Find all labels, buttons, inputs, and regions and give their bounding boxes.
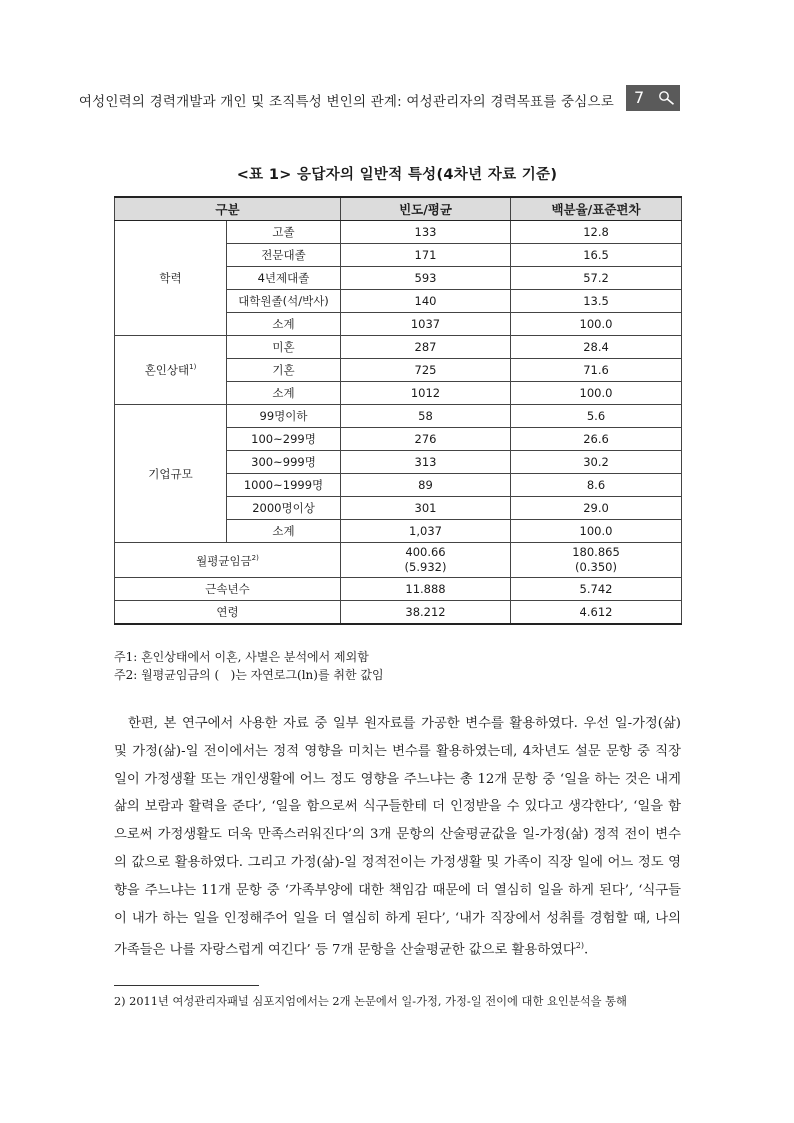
table-row — [115, 405, 682, 428]
row-label-wage: 월평균임금$^{2)}$ — [115, 543, 341, 578]
cell-tenure-sd: 5.742 — [511, 578, 682, 601]
cell-percent: 100.0 — [511, 520, 682, 543]
footnote-ref[interactable]: 2) — [575, 941, 584, 951]
table-row — [115, 336, 682, 359]
cell-frequency: 1012 — [341, 382, 511, 405]
table-notes — [114, 648, 384, 684]
header-frequency: 빈도/평균 — [341, 197, 511, 221]
row-label-tenure: 근속년수 — [115, 578, 341, 601]
footnote-divider — [114, 985, 259, 986]
page-number-tab — [626, 85, 680, 111]
table-header-row — [115, 197, 682, 221]
cell-percent: 30.2 — [511, 451, 682, 474]
table-row — [115, 601, 682, 625]
cell-frequency: 276 — [341, 428, 511, 451]
cell-wage-sd: 180.865 (0.350) — [511, 543, 682, 578]
cell-frequency: 58 — [341, 405, 511, 428]
header-category: 구분 — [115, 197, 341, 221]
group-label-education: 학력 — [115, 221, 227, 336]
cell-percent: 26.6 — [511, 428, 682, 451]
row-label: 99명이하 — [227, 405, 341, 428]
header-percent: 백분율/표준편차 — [511, 197, 682, 221]
cell-frequency: 89 — [341, 474, 511, 497]
row-label: 소계 — [227, 382, 341, 405]
cell-wage-mean: 400.66 (5.932) — [341, 543, 511, 578]
row-label: 대학원졸(석/박사) — [227, 290, 341, 313]
row-label: 고졸 — [227, 221, 341, 244]
row-label: 전문대졸 — [227, 244, 341, 267]
table-row — [115, 543, 682, 578]
cell-frequency: 313 — [341, 451, 511, 474]
cell-percent: 29.0 — [511, 497, 682, 520]
row-label: 4년제대졸 — [227, 267, 341, 290]
cell-frequency: 133 — [341, 221, 511, 244]
cell-frequency: 1037 — [341, 313, 511, 336]
page-number: 7 — [634, 88, 645, 107]
cell-percent: 71.6 — [511, 359, 682, 382]
row-label-age: 연령 — [115, 601, 341, 625]
cell-percent: 28.4 — [511, 336, 682, 359]
magnifier-icon — [658, 90, 676, 106]
cell-percent: 57.2 — [511, 267, 682, 290]
table-note: 주2: 월평균임금의 ( )는 자연로그(ln)를 취한 값임 — [114, 668, 384, 682]
row-label: 300~999명 — [227, 451, 341, 474]
table-caption: <표 1> 응답자의 일반적 특성(4차년 자료 기준) — [236, 167, 558, 183]
running-header — [0, 85, 794, 113]
cell-age-mean: 38.212 — [341, 601, 511, 625]
row-label: 소계 — [227, 520, 341, 543]
cell-frequency: 171 — [341, 244, 511, 267]
cell-frequency: 593 — [341, 267, 511, 290]
row-label: 1000~1999명 — [227, 474, 341, 497]
cell-frequency: 1,037 — [341, 520, 511, 543]
cell-percent: 12.8 — [511, 221, 682, 244]
respondent-characteristics-table — [114, 196, 682, 625]
cell-frequency: 140 — [341, 290, 511, 313]
footnote: 2) 2011년 여성관리자패널 심포지엄에서는 2개 논문에서 일-가정, 가정-일 전이에 대한 요인분석을 통해 — [114, 995, 627, 1008]
running-title: 여성인력의 경력개발과 개인 및 조직특성 변인의 관계: 여성관리자의 경력목표를 중심으로 — [78, 94, 614, 110]
row-label: 100~299명 — [227, 428, 341, 451]
cell-tenure-mean: 11.888 — [341, 578, 511, 601]
cell-frequency: 287 — [341, 336, 511, 359]
table-row — [115, 221, 682, 244]
group-label-marital: 혼인상태$^{1)}$ — [115, 336, 227, 405]
cell-age-sd: 4.612 — [511, 601, 682, 625]
table-row — [115, 578, 682, 601]
body-paragraph: 한편, 본 연구에서 사용한 자료 중 일부 원자료를 가공한 변수를 활용하였다. 우선 일-가정(삶) 및 가정(삶)-일 전이에서는 정적 영향을 미치는 변수를 활용하였는데, 4차년도 설문 문항 중 직장 일이 가정생활 또는 개인생활에 어느 정도 영향을 주느냐는 총 12개 문항 중 ‘일을 하는 것은 내게 삶의 보람과 활력을 준다’, ‘일을 함으로써 식구들한테 더 인정받을 수 있다고 생각한다’, ‘일을 함으로써 가정생활도 더욱 만족스러워진다’의 3개 문항의 산술평균값을 일-가정(삶) 정적 전이 변수의 값으로 활용하였다. 그리고 가정(삶)-일 정적전이는 가정생활 및 가족이 직장 일에 어느 정도 영향을 주느냐는 11개 문항 중 ‘가족부양에 대한 책임감 때문에 더 열심히 일을 하게 된다’, ‘식구들이 내가 하는 일을 인정해주어 일을 더 열심히 하게 된다’, ‘내가 직장에서 성취를 경험할 때, 나의 가족들은 나를 자랑스럽게 여긴다’ 등 7개 문항을 산술평균한 값으로 활용하였다$^{2)}$. — [114, 716, 681, 958]
row-label: 미혼 — [227, 336, 341, 359]
row-label: 2000명이상 — [227, 497, 341, 520]
cell-percent: 100.0 — [511, 313, 682, 336]
cell-percent: 5.6 — [511, 405, 682, 428]
row-label: 소계 — [227, 313, 341, 336]
cell-percent: 13.5 — [511, 290, 682, 313]
table-note: 주1: 혼인상태에서 이혼, 사별은 분석에서 제외함 — [114, 650, 369, 664]
cell-percent: 16.5 — [511, 244, 682, 267]
row-label: 기혼 — [227, 359, 341, 382]
cell-frequency: 301 — [341, 497, 511, 520]
cell-frequency: 725 — [341, 359, 511, 382]
group-label-company-size: 기업규모 — [115, 405, 227, 543]
cell-percent: 8.6 — [511, 474, 682, 497]
cell-percent: 100.0 — [511, 382, 682, 405]
